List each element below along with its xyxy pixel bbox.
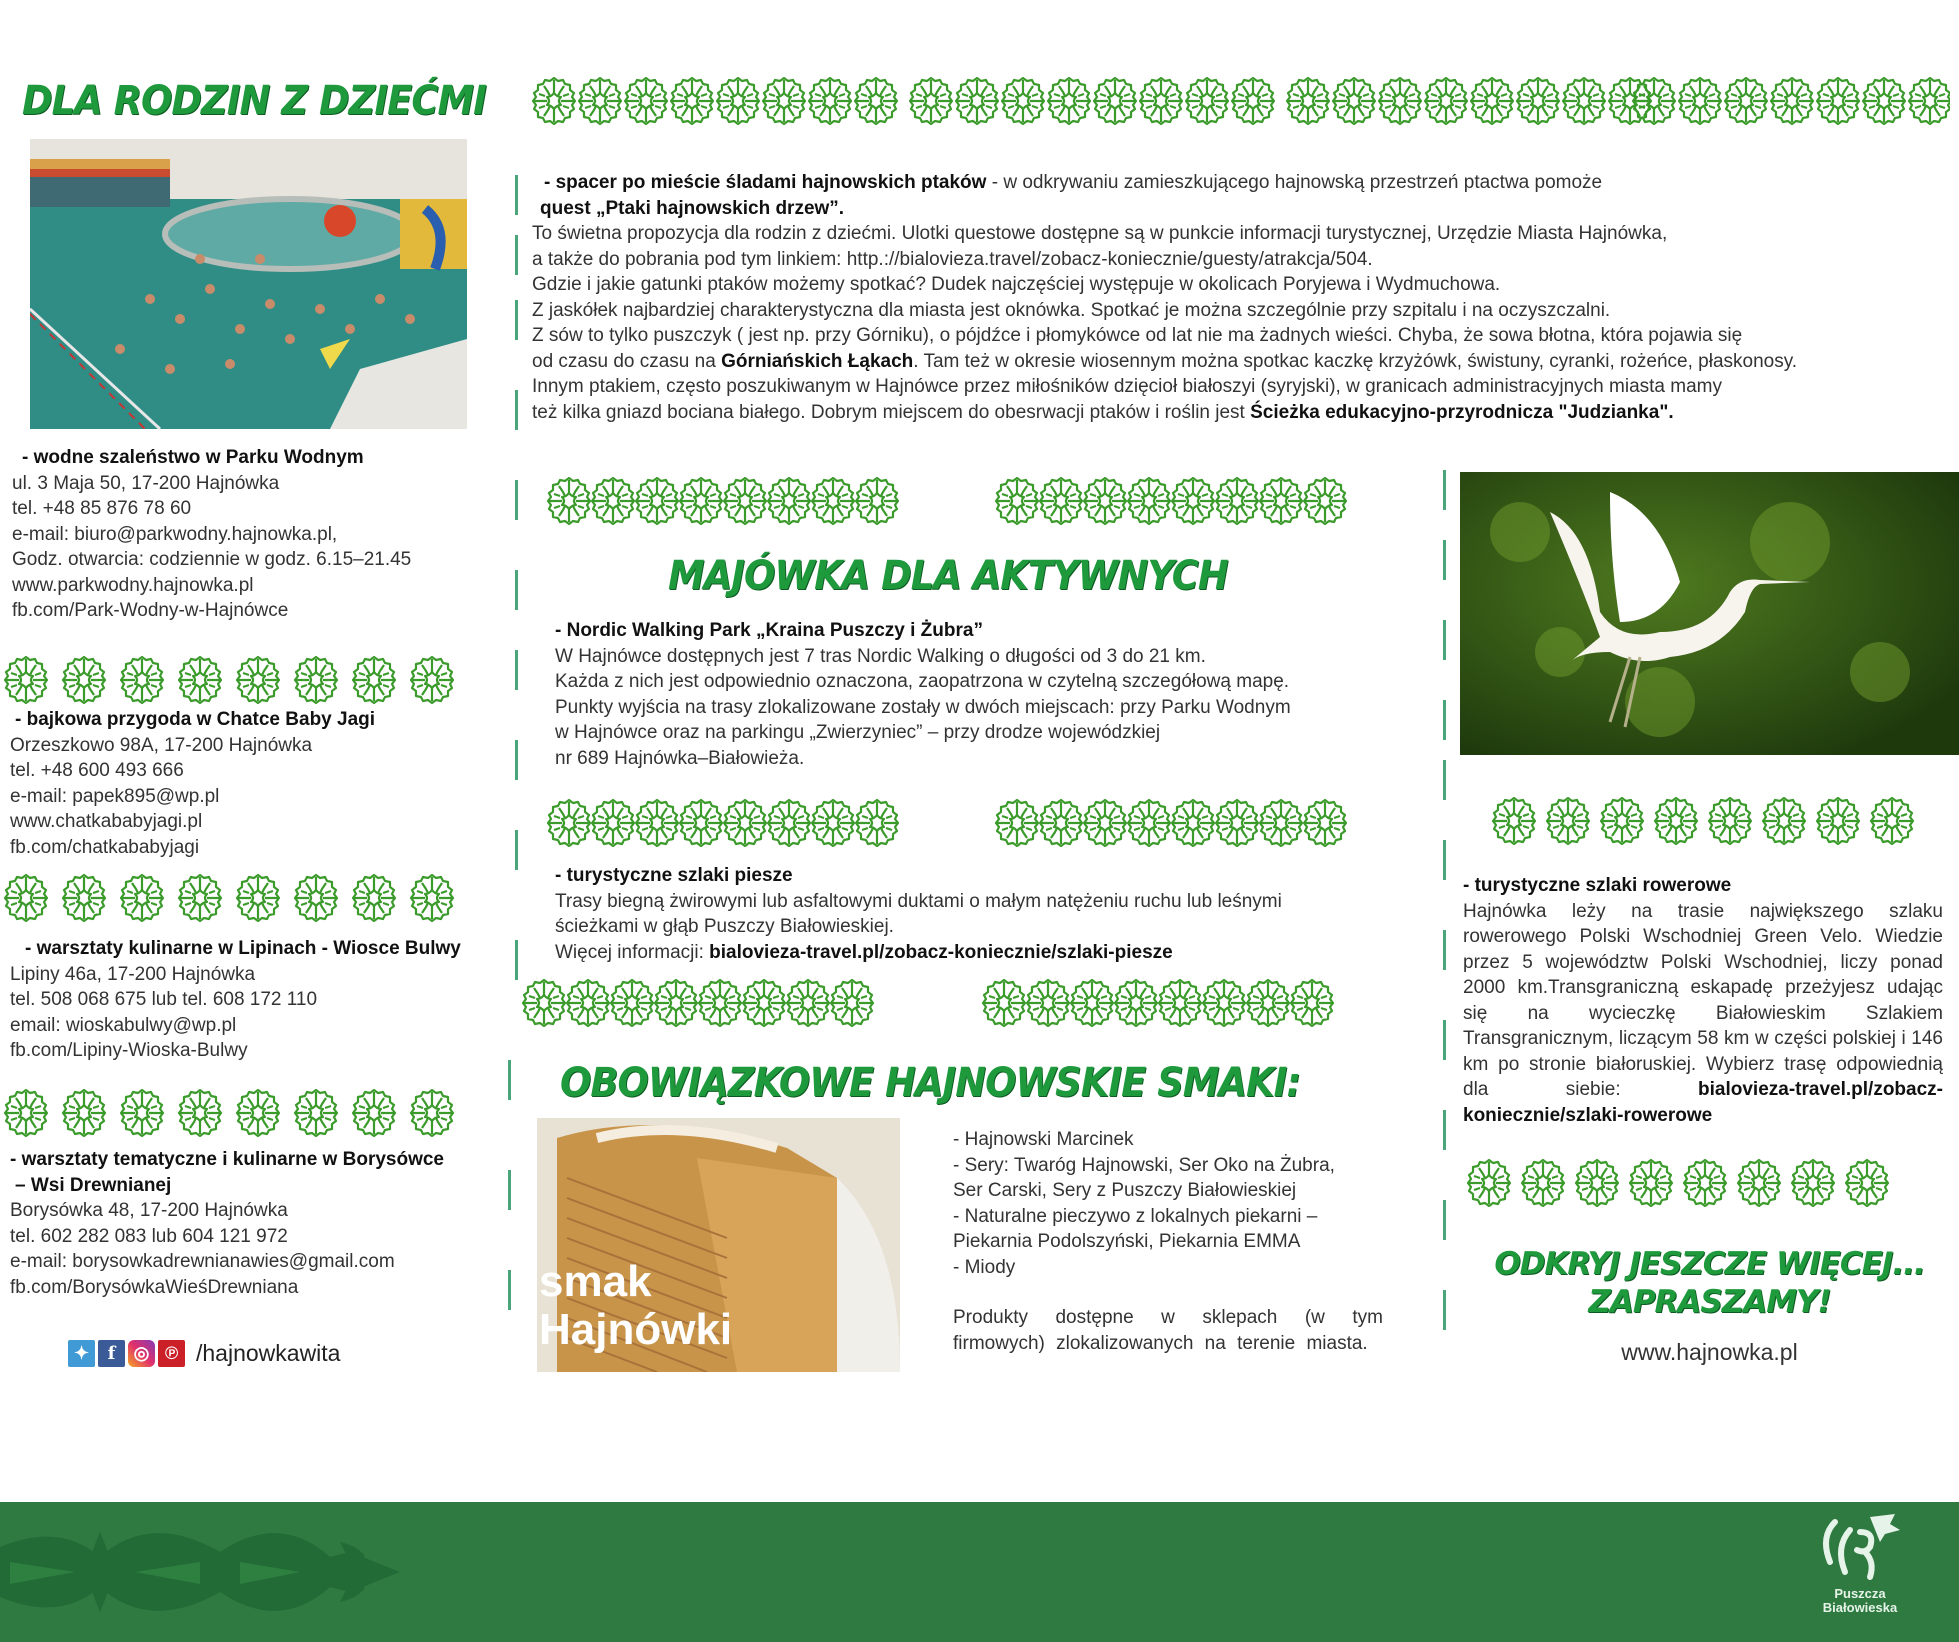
column-divider xyxy=(515,740,518,780)
ornament-band-active xyxy=(545,473,1435,534)
twitter-icon[interactable]: ✦ xyxy=(68,1340,95,1367)
taste-item: Ser Carski, Sery z Puszczy Białowieskiej xyxy=(953,1180,1297,1201)
cycling-body xyxy=(1463,899,1943,1129)
birds-line: też kilka gniazd bociana białego. Dobrym miejscem do obesrwacji ptaków i roślin jest xyxy=(532,401,1251,423)
column-divider xyxy=(1443,930,1446,970)
nordic-walking-section xyxy=(555,618,1435,771)
closing-line-2: ZAPRASZAMY! xyxy=(1588,1284,1831,1320)
quest-name: quest „Ptaki hajnowskich drzew”. xyxy=(540,197,845,219)
cake-caption-line2: Hajnówki xyxy=(539,1305,733,1354)
ornament-band-hiking xyxy=(545,795,1435,856)
family-entry-baba-jaga xyxy=(10,707,500,860)
column-divider xyxy=(1443,700,1446,740)
nordic-line: Każda z nich jest odpowiednio oznaczona, zaopatrzona w czytelną szczegółową mapę. xyxy=(555,671,1290,692)
facebook-link[interactable]: fb.com/chatkababyjagi xyxy=(10,836,200,858)
column-divider xyxy=(1443,1200,1446,1240)
hiking-more-label: Więcej informacji: xyxy=(555,941,710,963)
phone: tel. +48 85 876 78 60 xyxy=(12,498,192,519)
taste-item: - Miody xyxy=(953,1256,1016,1278)
ornament-band-tastes xyxy=(520,975,1420,1036)
entry-heading: - warsztaty tematyczne i kulinarne w Borysówce xyxy=(10,1149,444,1170)
cake-caption-line1: smak xyxy=(539,1257,652,1306)
families-title: DLA RODZIN Z DZIEĆMI xyxy=(22,78,486,124)
bison-logo-icon xyxy=(1815,1512,1905,1582)
hiking-line: Trasy biegną żwirowymi lub asfaltowymi duktami o małym natężeniu ruchu lub leśnymi xyxy=(555,890,1282,912)
taste-item: - Hajnowski Marcinek xyxy=(953,1129,1134,1150)
ornament-divider xyxy=(2,652,466,708)
nordic-heading: - Nordic Walking Park „Kraina Puszczy i Żubra” xyxy=(555,620,983,641)
address: Lipiny 46a, 17-200 Hajnówka xyxy=(10,963,256,985)
column-divider xyxy=(515,175,518,215)
hiking-more-link[interactable]: bialovieza-travel.pl/zobacz-koniecznie/szlaki-piesze xyxy=(709,941,1173,963)
hiking-line: ścieżkami w głąb Puszczy Białowieskiej. xyxy=(555,916,894,937)
hiking-section xyxy=(555,863,1435,965)
closing-line-1: ODKRYJ JESZCZE WIĘCEJ... xyxy=(1494,1246,1925,1282)
column-divider xyxy=(508,1060,511,1100)
birds-line: Z sów to tylko puszczyk ( jest np. przy Górniku), o pójdźce i płomykówce od lat nie ma żadnych wieści. Chyba, że sowa błotna, która pojawia się xyxy=(532,325,1743,346)
entry-heading-continued: – Wsi Drewnianej xyxy=(15,1174,172,1196)
email[interactable]: email: wioskabulwy@wp.pl xyxy=(10,1014,237,1036)
column-divider xyxy=(1443,470,1446,510)
email[interactable]: e-mail: papek895@wp.pl xyxy=(10,785,220,807)
taste-item: - Sery: Twaróg Hajnowski, Ser Oko na Żubra, xyxy=(953,1154,1335,1176)
column-divider xyxy=(1443,620,1446,660)
phone: tel. +48 600 493 666 xyxy=(10,760,184,781)
column-divider xyxy=(515,830,518,870)
column-divider xyxy=(515,235,518,275)
cycling-text: Hajnówka leży na trasie największego szlaku rowerowego Polski Wschodniej Green Velo. Wiedzie przez 5 województw Polski Wschodniej, liczy ponad 2000 km.Transgraniczną eskapadę przeżyjesz udając się na wycieczkę Białowieskim Szlakiem Transgranicznym, liczącym 58 km w części polskiej i 146 km po stronie białoruskiej. Wybierz trasę odpowiednią dla siebie: xyxy=(1463,900,1943,1100)
facebook-link[interactable]: fb.com/Park-Wodny-w-Hajnówce xyxy=(12,600,289,621)
judzianka-trail: Ścieżka edukacyjno-przyrodnicza "Judzianka". xyxy=(1250,401,1674,423)
address: Borysówka 48, 17-200 Hajnówka xyxy=(10,1200,288,1221)
hiking-heading: - turystyczne szlaki piesze xyxy=(555,865,793,886)
logo-text-line1: Puszcza xyxy=(1834,1586,1886,1601)
closing-section xyxy=(1460,1245,1959,1366)
address: ul. 3 Maja 50, 17-200 Hajnówka xyxy=(12,472,280,494)
facebook-icon[interactable]: f xyxy=(98,1340,125,1367)
ornament-divider xyxy=(2,1085,466,1141)
address: Orzeszkowo 98A, 17-200 Hajnówka xyxy=(10,734,313,756)
nordic-line: nr 689 Hajnówka–Białowieża. xyxy=(555,747,805,769)
folk-pattern-decoration xyxy=(0,1502,420,1642)
column-divider xyxy=(1443,540,1446,580)
cake-photo xyxy=(537,1118,900,1372)
cycling-section xyxy=(1463,873,1943,1128)
phone: tel. 602 282 083 lub 604 121 972 xyxy=(10,1225,288,1247)
puszcza-bialowieska-logo xyxy=(1805,1512,1915,1615)
tastes-note: Produkty dostępne w sklepach (w tym firmowych) zlokalizowanych na terenie miasta. xyxy=(953,1307,1383,1354)
opening-hours: Godz. otwarcia: codziennie w godz. 6.15–21.45 xyxy=(12,549,412,570)
entry-heading: - wodne szaleństwo w Parku Wodnym xyxy=(22,447,364,468)
website-link[interactable]: www.parkwodny.hajnowka.pl xyxy=(12,574,254,596)
column-divider xyxy=(1443,840,1446,880)
ornament-divider xyxy=(1465,1155,1905,1216)
column-divider xyxy=(1443,1020,1446,1060)
egret-photo xyxy=(1460,472,1959,755)
nordic-line: w Hajnówce oraz na parkingu „Zwierzyniec” – przy drodze wojewódzkiej xyxy=(555,722,1161,743)
entry-heading: - bajkowa przygoda w Chatce Baby Jagi xyxy=(15,709,376,730)
facebook-link[interactable]: fb.com/BorysówkaWieśDrewniana xyxy=(10,1276,299,1298)
taste-item: Piekarnia Podolszyński, Piekarnia EMMA xyxy=(953,1231,1301,1252)
column-divider xyxy=(515,940,518,980)
ornament-divider xyxy=(2,870,466,926)
tastes-list xyxy=(953,1127,1383,1356)
pool-photo xyxy=(30,139,467,429)
website-link[interactable]: www.hajnowka.pl xyxy=(1621,1339,1798,1365)
column-divider xyxy=(515,480,518,520)
footer-band xyxy=(0,1502,1959,1642)
ornament-band-top xyxy=(530,73,1950,134)
birds-heading: - spacer po mieście śladami hajnowskich ptaków xyxy=(544,172,987,193)
column-divider xyxy=(515,570,518,610)
taste-item: - Naturalne pieczywo z lokalnych piekarni – xyxy=(953,1205,1318,1227)
birds-line-rest: . Tam też w okresie wiosennym można spotkac kaczkę krzyżówk, świstuny, cyranki, rożeńce, płaskonosy. xyxy=(913,350,1798,372)
birds-walk-section xyxy=(532,170,1952,425)
family-entry-wioska-bulwy xyxy=(10,936,510,1064)
birds-quest-link[interactable]: a także do pobrania pod tym linkiem: http.://bialovieza.travel/zobacz-koniecznie/guesty/atrakcja/504. xyxy=(532,248,1373,270)
column-divider xyxy=(515,300,518,340)
birds-line: Z jaskółek najbardziej charakterystyczna dla miasta jest oknówka. Spotkać je można szczególnie przy szpitalu i na oczyszczalni. xyxy=(532,299,1611,321)
birds-heading-rest: - w odkrywaniu zamieszkującego hajnowską przestrzeń ptactwa pomoże xyxy=(986,172,1603,193)
birds-line: Innym ptakiem, często poszukiwanym w Hajnówce przez miłośników dzięcioł białoszyi (syryjski), w granicach administracyjnych miasta mamy xyxy=(532,376,1722,397)
column-divider xyxy=(1443,1110,1446,1150)
gorniansk-laki: Górniańskich Łąkach xyxy=(721,350,914,372)
active-title: MAJÓWKA DLA AKTYWNYCH xyxy=(668,553,1228,599)
column-divider xyxy=(515,390,518,430)
nordic-line: W Hajnówce dostępnych jest 7 tras Nordic Walking o długości od 3 do 21 km. xyxy=(555,645,1206,667)
website-link[interactable]: www.chatkababyjagi.pl xyxy=(10,811,203,832)
family-entry-water-park xyxy=(12,445,502,624)
birds-line: To świetna propozycja dla rodzin z dziećmi. Ulotki questowe dostępne są w punkcie informacji turystycznej, Urzędzie Miasta Hajnówka, xyxy=(532,223,1668,244)
social-handle[interactable]: /hajnowkawita xyxy=(196,1340,341,1366)
instagram-icon[interactable]: ◎ xyxy=(128,1340,155,1367)
phone: tel. 508 068 675 lub tel. 608 172 110 xyxy=(10,989,318,1010)
entry-heading: - warsztaty kulinarne w Lipinach - Wiosce Bulwy xyxy=(25,938,461,959)
logo-text-line2: Białowieska xyxy=(1822,1600,1898,1615)
nordic-line: Punkty wyjścia na trasy zlokalizowane zostały w dwóch miejscach: przy Parku Wodnym xyxy=(555,696,1291,718)
social-links xyxy=(68,1340,340,1367)
birds-line: od czasu do czasu na xyxy=(532,350,722,372)
email[interactable]: e-mail: biuro@parkwodny.hajnowka.pl, xyxy=(12,523,338,545)
column-divider xyxy=(1443,760,1446,800)
email[interactable]: e-mail: borysowkadrewnianawies@gmail.com xyxy=(10,1251,395,1272)
column-divider xyxy=(515,650,518,690)
cycling-link[interactable]: bialovieza-travel.pl/zobacz-koniecznie/szlaki-rowerowe xyxy=(1463,1079,1943,1126)
column-divider xyxy=(508,1270,511,1310)
family-entry-borysowka xyxy=(10,1147,510,1300)
ornament-divider xyxy=(1490,793,1930,854)
cycling-heading: - turystyczne szlaki rowerowe xyxy=(1463,875,1732,896)
pinterest-icon[interactable]: ℗ xyxy=(158,1340,185,1367)
birds-line: Gdzie i jakie gatunki ptaków możemy spotkać? Dudek najczęściej występuje w okolicach Poryjewa i Wydmuchowa. xyxy=(532,274,1501,295)
facebook-link[interactable]: fb.com/Lipiny-Wioska-Bulwy xyxy=(10,1040,248,1061)
column-divider xyxy=(1443,1290,1446,1330)
column-divider xyxy=(508,1170,511,1210)
tastes-title: OBOWIĄZKOWE HAJNOWSKIE SMAKI: xyxy=(560,1060,1301,1106)
